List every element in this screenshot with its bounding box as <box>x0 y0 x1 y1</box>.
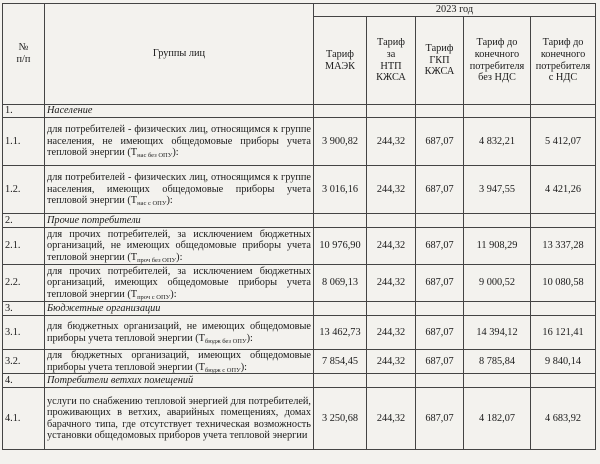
row-num: 3.1. <box>3 316 45 350</box>
table-row <box>3 350 596 374</box>
header-group: Группы лиц <box>45 4 314 105</box>
header-col-ntp: Тариф за НТП КЖСА <box>367 17 416 105</box>
value-gkp: 687,07 <box>416 265 464 302</box>
value-gkp: 687,07 <box>416 388 464 450</box>
value-gkp: 687,07 <box>416 228 464 265</box>
value-ntp: 244,32 <box>367 228 416 265</box>
value-no-vat: 14 394,12 <box>464 316 531 350</box>
row-description: для прочих потребителей, за исключением бюджетных организаций, не имеющих общедомовые приборы учета тепловой энергии $(Т_{проч без ОПУ})$: <box>45 228 314 265</box>
row-description: для потребителей - физических лиц, относящимся к группе населения, не имеющих общедомовые приборы учета тепловой энергии $(Т_{нас без ОПУ})$: <box>45 118 314 166</box>
section-row <box>3 105 596 118</box>
table-row <box>3 228 596 265</box>
section-title: Потребители ветхих помещений <box>45 374 314 388</box>
value-maek: 3 900,82 <box>314 118 367 166</box>
row-description: для бюджетных организаций, не имеющих общедомовые приборы учета тепловой энергии $(Т_{бюдж без ОПУ})$: <box>45 316 314 350</box>
table-row <box>3 166 596 214</box>
row-description: для прочих потребителей, за исключением бюджетных организаций, имеющих общедомовые приборы учета тепловой энергии $(Т_{проч с ОПУ})$: <box>45 265 314 302</box>
value-ntp: 244,32 <box>367 166 416 214</box>
value-gkp: 687,07 <box>416 350 464 374</box>
value-no-vat: 9 000,52 <box>464 265 531 302</box>
table-row <box>3 265 596 302</box>
table-row <box>3 388 596 450</box>
value-no-vat: 4 832,21 <box>464 118 531 166</box>
row-num: 3. <box>3 302 45 316</box>
row-num: 1.1. <box>3 118 45 166</box>
header-num: № п/п <box>3 4 45 105</box>
table-row <box>3 118 596 166</box>
value-with-vat: 5 412,07 <box>531 118 596 166</box>
section-row <box>3 302 596 316</box>
value-maek: 7 854,45 <box>314 350 367 374</box>
tariff-table <box>2 3 596 450</box>
header-col-with-vat: Тариф до конечного потребителя с НДС <box>531 17 596 105</box>
section-row <box>3 214 596 228</box>
value-gkp: 687,07 <box>416 316 464 350</box>
section-title: Прочие потребители <box>45 214 314 228</box>
value-no-vat: 8 785,84 <box>464 350 531 374</box>
section-title: Население <box>45 105 314 118</box>
header-col-gkp: Тариф ГКП КЖСА <box>416 17 464 105</box>
value-no-vat: 3 947,55 <box>464 166 531 214</box>
value-no-vat: 11 908,29 <box>464 228 531 265</box>
value-with-vat: 16 121,41 <box>531 316 596 350</box>
value-ntp: 244,32 <box>367 388 416 450</box>
value-with-vat: 10 080,58 <box>531 265 596 302</box>
value-maek: 10 976,90 <box>314 228 367 265</box>
value-ntp: 244,32 <box>367 265 416 302</box>
value-with-vat: 13 337,28 <box>531 228 596 265</box>
header-col-no-vat: Тариф до конечного потребителя без НДС <box>464 17 531 105</box>
row-description: для бюджетных организаций, имеющих общедомовые приборы учета тепловой энергии $(Т_{бюдж с ОПУ})$: <box>45 350 314 374</box>
row-num: 2.1. <box>3 228 45 265</box>
row-description: для потребителей - физических лиц, относящимся к группе населения, имеющих общедомовые приборы учета тепловой энергии $(Т_{нас с ОПУ})$: <box>45 166 314 214</box>
table-row <box>3 316 596 350</box>
row-description: услуги по снабжению тепловой энергией для потребителей, проживающих в ветхих, аварийных помещениях, домах барачного типа, где отсутствует техническая возможность установки общедомовых приборов учета тепловой энергии <box>45 388 314 450</box>
value-ntp: 244,32 <box>367 316 416 350</box>
row-num: 2. <box>3 214 45 228</box>
value-ntp: 244,32 <box>367 118 416 166</box>
row-num: 3.2. <box>3 350 45 374</box>
value-with-vat: 4 421,26 <box>531 166 596 214</box>
value-with-vat: 4 683,92 <box>531 388 596 450</box>
value-maek: 3 250,68 <box>314 388 367 450</box>
row-num: 4.1. <box>3 388 45 450</box>
row-num: 2.2. <box>3 265 45 302</box>
row-num: 4. <box>3 374 45 388</box>
value-with-vat: 9 840,14 <box>531 350 596 374</box>
value-gkp: 687,07 <box>416 166 464 214</box>
section-row <box>3 374 596 388</box>
row-num: 1.2. <box>3 166 45 214</box>
value-maek: 3 016,16 <box>314 166 367 214</box>
row-num: 1. <box>3 105 45 118</box>
value-ntp: 244,32 <box>367 350 416 374</box>
value-no-vat: 4 182,07 <box>464 388 531 450</box>
header-year: 2023 год <box>314 4 596 17</box>
value-maek: 13 462,73 <box>314 316 367 350</box>
header-col-maek: Тариф МАЭК <box>314 17 367 105</box>
value-maek: 8 069,13 <box>314 265 367 302</box>
value-gkp: 687,07 <box>416 118 464 166</box>
section-title: Бюджетные организации <box>45 302 314 316</box>
